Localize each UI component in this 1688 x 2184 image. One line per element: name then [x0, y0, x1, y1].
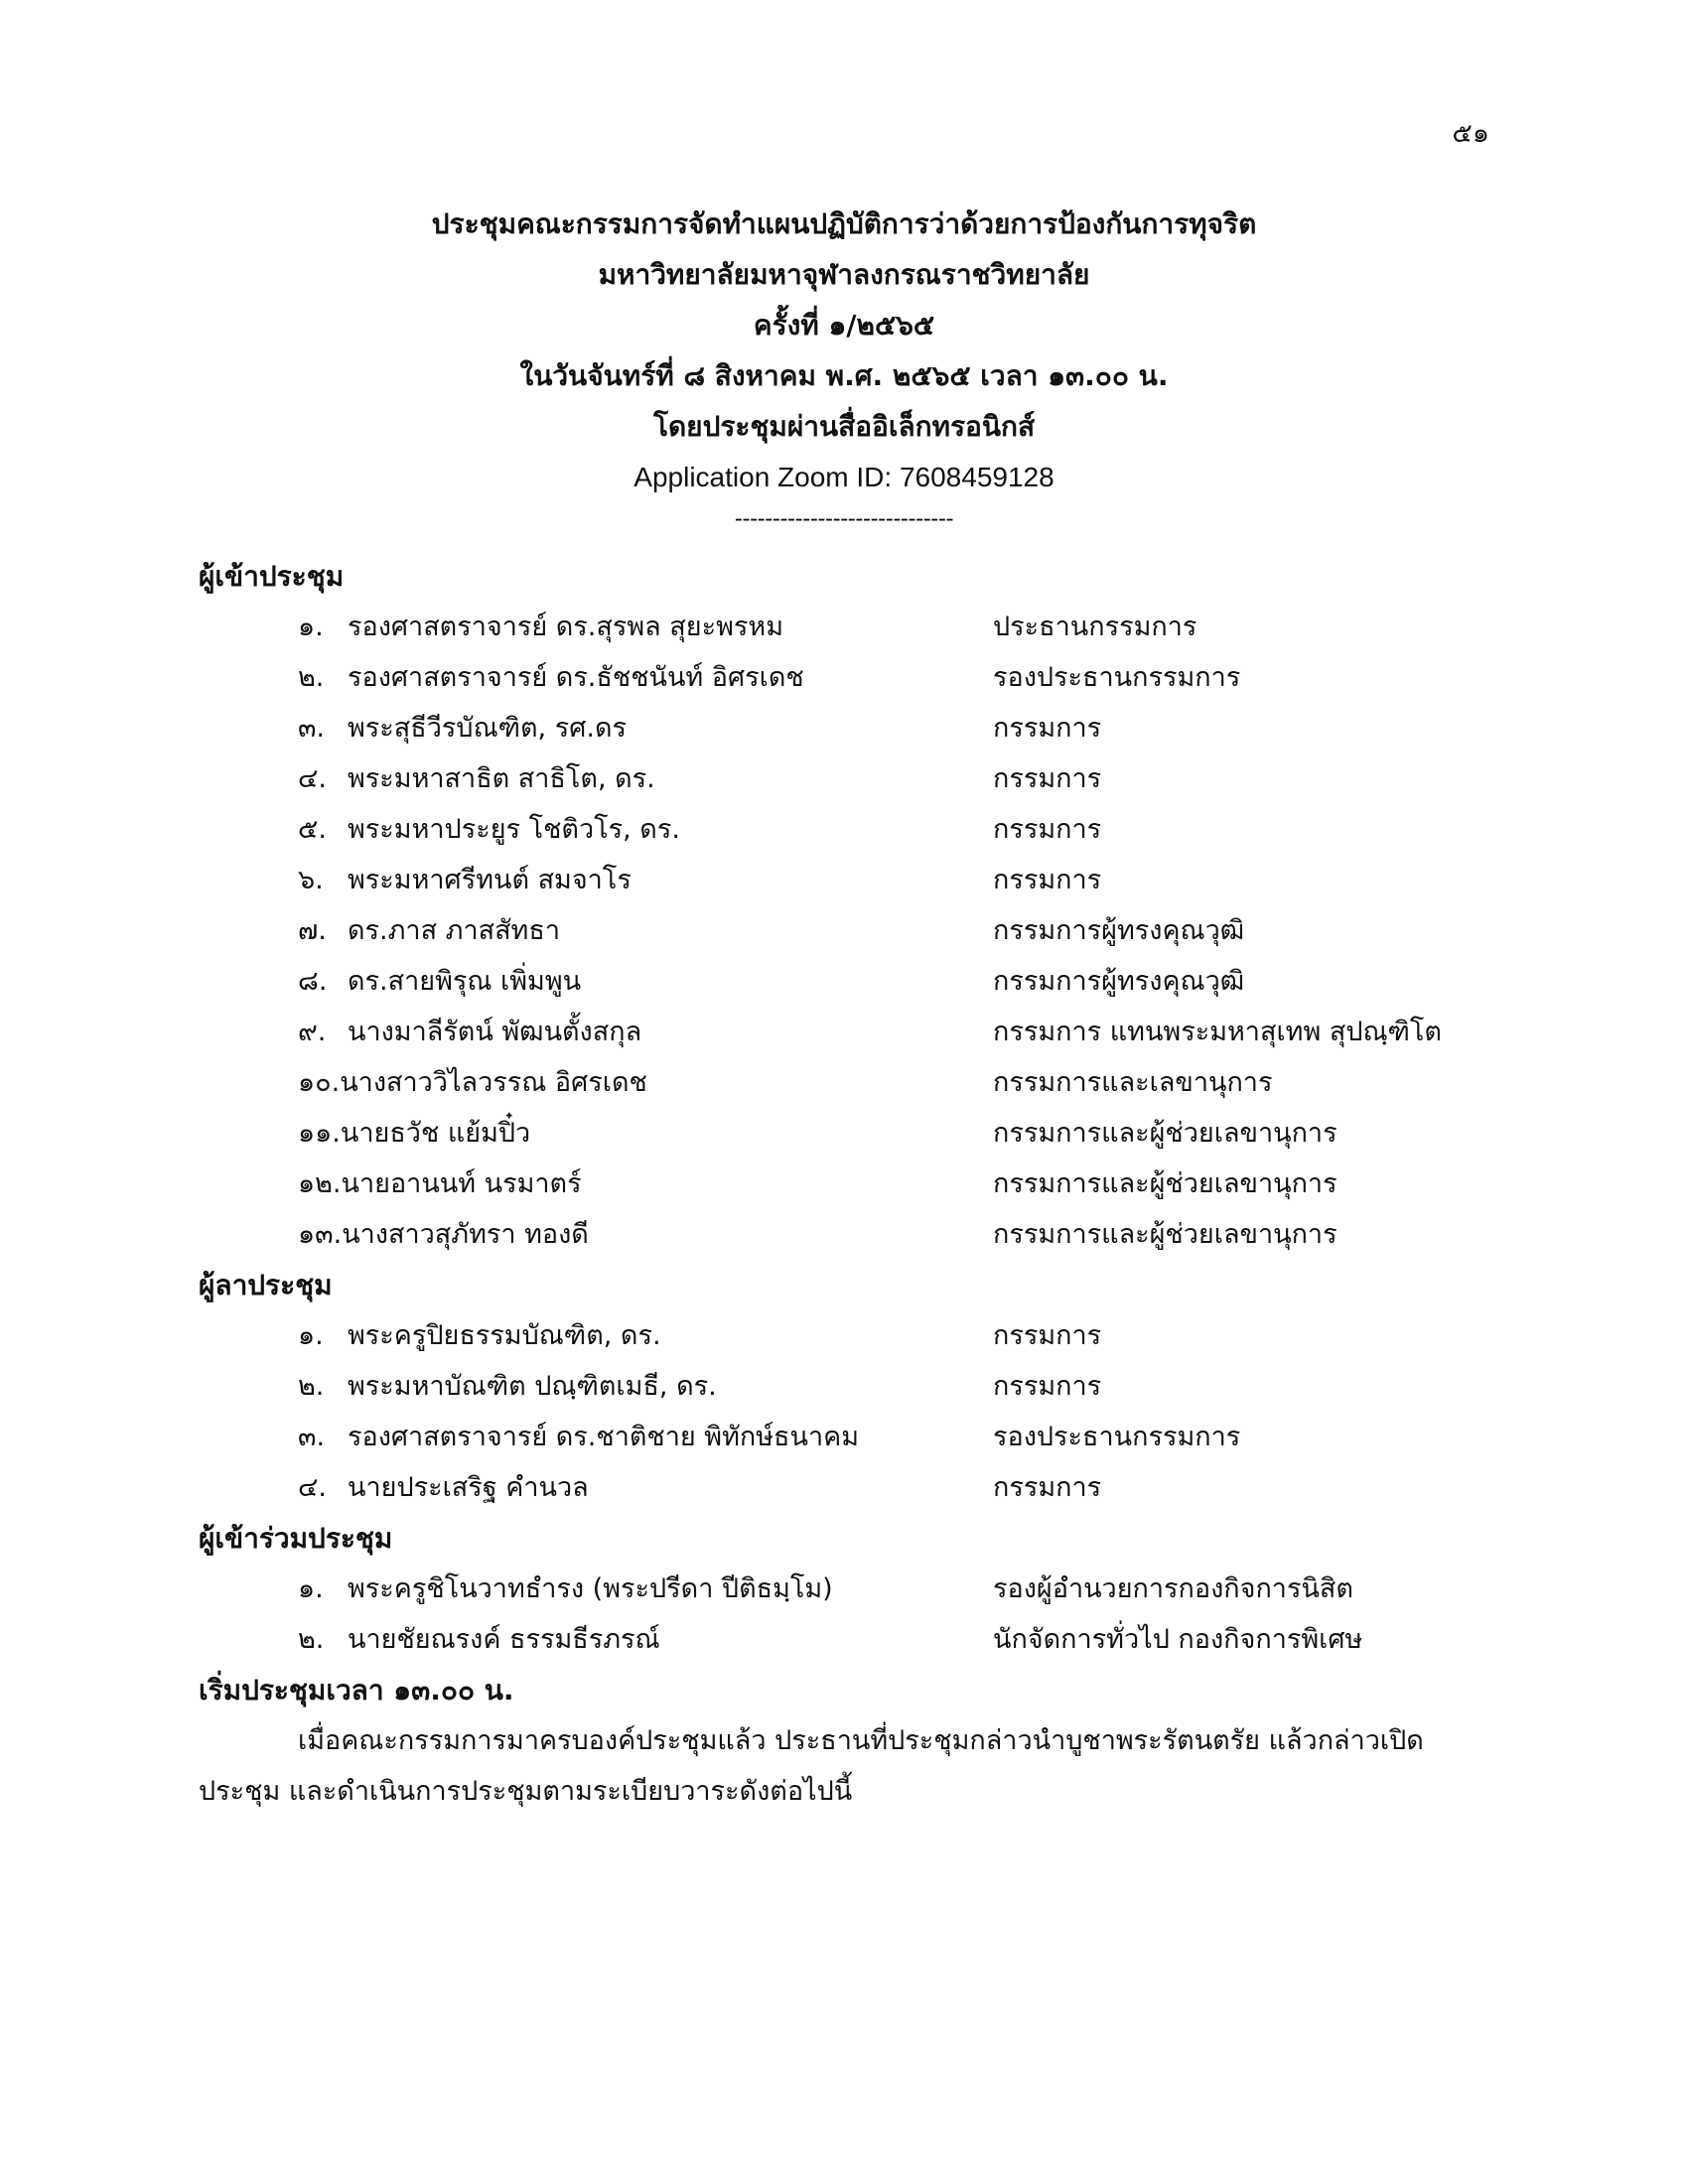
member-role: กรรมการและผู้ช่วยเลขานุการ: [993, 1168, 1337, 1199]
attendees-list: [0, 602, 1688, 1260]
participants-heading: ผู้เข้าร่วมประชุม: [199, 1522, 393, 1555]
member-role: กรรมการและผู้ช่วยเลขานุการ: [993, 1118, 1337, 1149]
member-row: [0, 1412, 1688, 1462]
member-row: [0, 1564, 1688, 1614]
member-name: ดร.สายพิรุณ เพิ่มพูน: [348, 966, 582, 997]
member-name: นางมาลีรัตน์ พัฒนตั้งสกุล: [348, 1017, 642, 1047]
member-role: กรรมการ: [993, 814, 1102, 845]
member-role: รองประธานกรรมการ: [993, 1422, 1241, 1452]
member-name: นางสาวสุภัทรา ทองดี: [342, 1219, 589, 1250]
member-number: ๑๐.: [298, 1067, 341, 1098]
member-role: กรรมการ: [993, 865, 1102, 895]
member-row: [0, 804, 1688, 855]
member-role: รองประธานกรรมการ: [993, 662, 1241, 693]
member-row: [0, 1361, 1688, 1412]
member-role: นักจัดการทั่วไป กองกิจการพิเศษ: [993, 1624, 1363, 1655]
member-name: นางสาววิไลวรรณ อิศรเดช: [340, 1067, 647, 1098]
member-row: [0, 1462, 1688, 1513]
absentees-list: [0, 1310, 1688, 1513]
member-number: ๗.: [298, 915, 327, 946]
zoom-id-line: Application Zoom ID: 7608459128: [633, 462, 1055, 492]
member-row: [0, 905, 1688, 956]
member-row: [0, 602, 1688, 652]
member-row: [0, 1108, 1688, 1159]
member-role: กรรมการ: [993, 1371, 1102, 1402]
member-name: พระมหาสาธิต สาธิโต, ดร.: [348, 763, 655, 794]
member-row: [0, 703, 1688, 753]
member-number: ๑๑.: [298, 1118, 341, 1149]
member-number: ๑๓.: [298, 1219, 343, 1250]
member-role: รองผู้อำนวยการกองกิจการนิสิต: [993, 1573, 1353, 1604]
member-number: ๑๒.: [298, 1168, 342, 1199]
member-name: พระมหาประยูร โชติวโร, ดร.: [348, 814, 680, 845]
member-role: กรรมการและผู้ช่วยเลขานุการ: [993, 1219, 1337, 1250]
title-session-number: ครั้งที่ ๑/๒๕๖๕: [753, 309, 935, 341]
member-row: [0, 652, 1688, 703]
member-row: [0, 753, 1688, 804]
member-name: พระครูชิโนวาทธำรง (พระปรีดา ปีติธมฺโม): [348, 1573, 833, 1604]
member-role: ประธานกรรมการ: [993, 612, 1197, 642]
member-role: กรรมการ: [993, 1472, 1102, 1503]
member-number: ๑.: [298, 1573, 324, 1604]
document-title-block: [0, 199, 1688, 536]
title-date-time: ในวันจันทร์ที่ ๘ สิงหาคม พ.ศ. ๒๕๖๕ เวลา ๑๓.๐๐ น.: [519, 359, 1169, 392]
member-name: พระมหาบัณฑิต ปณฺฑิตเมธี, ดร.: [348, 1371, 717, 1402]
member-number: ๓.: [298, 713, 326, 744]
page-number: ๕๑: [1452, 118, 1489, 149]
member-name: พระมหาศรีทนต์ สมจาโร: [348, 865, 632, 895]
member-row: [0, 956, 1688, 1007]
member-row: [0, 1159, 1688, 1209]
title-divider: -----------------------------: [734, 505, 954, 532]
member-name: รองศาสตราจารย์ ดร.ชาติชาย พิทักษ์ธนาคม: [348, 1422, 859, 1452]
absentees-heading: ผู้ลาประชุม: [199, 1269, 333, 1301]
member-role: กรรมการ: [993, 1320, 1102, 1351]
member-number: ๔.: [298, 763, 328, 794]
minutes-content: [0, 551, 1688, 1817]
member-name: นายอานนท์ นรมาตร์: [341, 1168, 582, 1199]
member-name: รองศาสตราจารย์ ดร.ธัชชนันท์ อิศรเดช: [348, 662, 804, 693]
member-name: พระครูปิยธรรมบัณฑิต, ดร.: [348, 1320, 661, 1351]
member-number: ๑.: [298, 612, 324, 642]
member-name: พระสุธีวีรบัณฑิต, รศ.ดร: [348, 713, 627, 744]
member-number: ๙.: [298, 1017, 327, 1047]
member-number: ๒.: [298, 662, 325, 693]
member-role: กรรมการ แทนพระมหาสุเทพ สุปณฺฑิโต: [993, 1017, 1442, 1047]
member-number: ๖.: [298, 865, 324, 895]
member-row: [0, 1057, 1688, 1108]
member-number: ๓.: [298, 1422, 326, 1452]
participants-list: [0, 1564, 1688, 1665]
member-row: [0, 1209, 1688, 1260]
member-role: กรรมการ: [993, 713, 1102, 744]
member-role: กรรมการผู้ทรงคุณวุฒิ: [993, 915, 1245, 946]
member-number: ๒.: [298, 1371, 325, 1402]
member-name: นายธวัช แย้มปิ๋ว: [340, 1118, 531, 1149]
member-role: กรรมการผู้ทรงคุณวุฒิ: [993, 966, 1245, 997]
meeting-start-heading: เริ่มประชุมเวลา ๑๓.๐๐ น.: [199, 1674, 514, 1706]
member-row: [0, 855, 1688, 905]
member-row: [0, 1614, 1688, 1665]
member-role: กรรมการและเลขานุการ: [993, 1067, 1273, 1098]
member-number: ๔.: [298, 1472, 328, 1503]
member-name: รองศาสตราจารย์ ดร.สุรพล สุยะพรหม: [348, 612, 783, 642]
member-number: ๒.: [298, 1624, 325, 1655]
member-number: ๕.: [298, 814, 328, 845]
member-name: นายประเสริฐ คำนวล: [348, 1472, 589, 1503]
member-number: ๑.: [298, 1320, 324, 1351]
attendees-heading: ผู้เข้าประชุม: [199, 560, 345, 593]
title-university: มหาวิทยาลัยมหาจุฬาลงกรณราชวิทยาลัย: [598, 258, 1090, 291]
member-name: นายชัยณรงค์ ธรรมธีรภรณ์: [348, 1624, 660, 1655]
member-role: กรรมการ: [993, 763, 1102, 794]
member-row: [0, 1007, 1688, 1057]
title-meeting-mode: โดยประชุมผ่านสื่ออิเล็กทรอนิกส์: [652, 410, 1036, 443]
member-row: [0, 1310, 1688, 1361]
member-number: ๘.: [298, 966, 328, 997]
title-meeting-name: ประชุมคณะกรรมการจัดทำแผนปฏิบัติการว่าด้วยการป้องกันการทุจริต: [431, 207, 1257, 240]
opening-paragraph: เมื่อคณะกรรมการมาครบองค์ประชุมแล้ว ประธานที่ประชุมกล่าวนำบูชาพระรัตนตรัย แล้วกล่าวเปิดประชุม และดำเนินการประชุมตามระเบียบวาระดังต่อไปนี้: [199, 1725, 1424, 1807]
member-name: ดร.ภาส ภาสสัทธา: [348, 915, 560, 946]
